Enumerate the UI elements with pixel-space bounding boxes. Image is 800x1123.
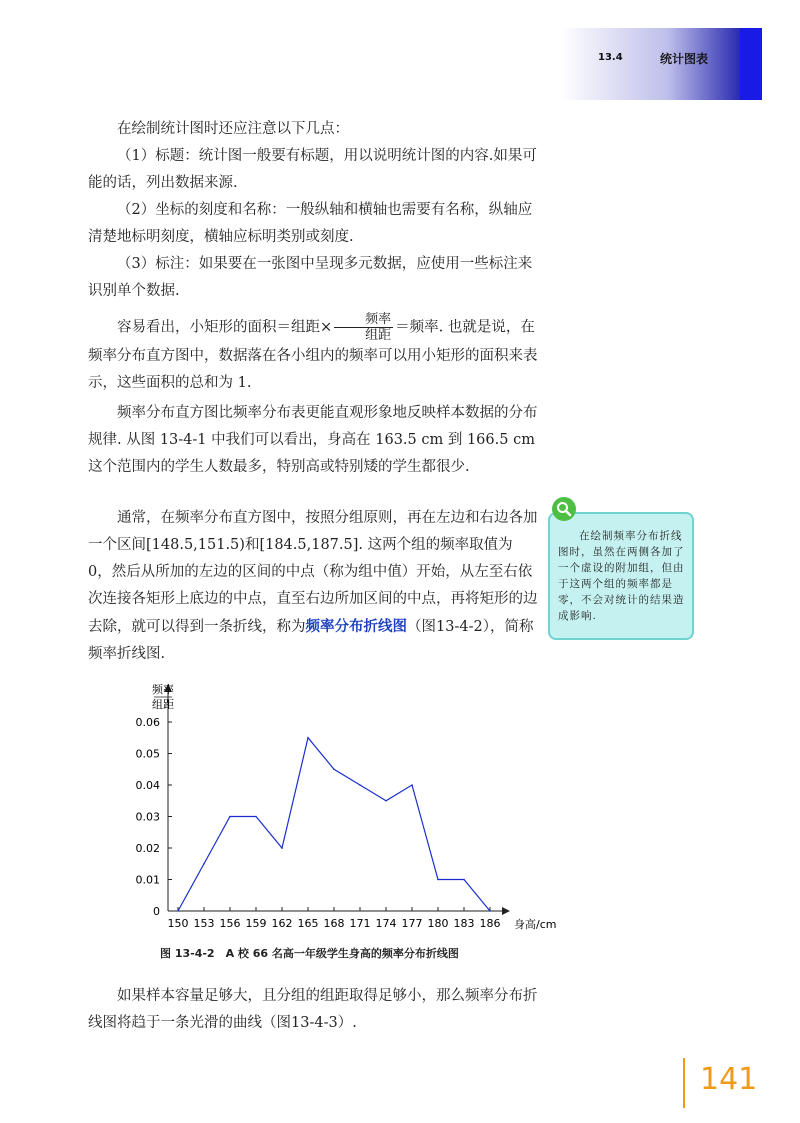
paragraph-point-2: （2）坐标的刻度和名称：一般纵轴和横轴也需要有名称，纵轴应清楚地标明刻度，横轴应标明类别或刻度. (88, 202, 533, 245)
frequency-polyline (178, 738, 490, 911)
x-tick-label: 174 (375, 917, 397, 930)
key-term: 频率分布折线图 (305, 618, 407, 635)
paragraph-point-3: （3）标注：如果要在一张图中呈现多元数据，应使用一些标注来识别单个数据. (88, 256, 533, 299)
x-tick-label: 159 (245, 917, 267, 930)
y-tick-label: 0.03 (135, 810, 160, 824)
figure-caption: 图 13-4-2 A 校 66 名高一年级学生身高的频率分布折线图 (160, 947, 459, 960)
x-axis-arrow (502, 907, 510, 915)
paragraph-polyline-part-1: 通常，在频率分布直方图中，按照分组原则，再在左边和右边各加一个区间[148.5,151.5)和[184.5,187.5]. 这两个组的频率取值为 0，然后从所加的左边的区间的中点（称为组中值）开始，从左至右依次连接各矩形上底边的中点，直至右边所加区间的中点，再将矩形的边去除，就可以得到一条折线，称为 (88, 510, 538, 635)
x-axis-label: 身高/cm (514, 918, 557, 931)
y-tick-label: 0.02 (135, 842, 160, 855)
section-title: 统计图表 (660, 52, 709, 66)
data-point (463, 879, 465, 881)
data-point (307, 737, 309, 739)
paragraph-intro: 在绘制统计图时还应注意以下几点： (117, 121, 349, 137)
chart-axes (164, 684, 510, 915)
y-axis-label-top: 频率 (152, 683, 174, 696)
x-tick-label: 186 (479, 917, 501, 930)
paragraph-histogram: 频率分布直方图比频率分布表更能直观形象地反映样本数据的分布规律. 从图 13-4-1 中我们可以看出，身高在 163.5 cm 到 166.5 cm 这个范围内的学生人数最多，特别高或特别矮的学生都很少. (88, 405, 538, 475)
paragraph-point-1: （1）标题：统计图一般要有标题，用以说明统计图的内容.如果可能的话，列出数据来源. (88, 148, 537, 191)
paragraph-area-part-2: ＝频率. 也就是说，在频率分布直方图中，数据落在各小组内的频率可以用小矩形的面积来表示，这些面积的总和为 1. (88, 319, 538, 391)
y-tick-label: 0.04 (135, 779, 160, 792)
y-tick-label: 0.05 (135, 747, 160, 761)
x-tick-label: 168 (323, 917, 345, 930)
y-tick-label: 0.06 (135, 716, 160, 729)
fraction-numerator: 频率 (334, 312, 393, 328)
section-number: 13.4 (598, 52, 623, 63)
data-point (281, 847, 283, 849)
side-note-text: 在绘制频率分布折线图时，虽然在两侧各加了一个虚设的附加组，但由于这两个组的频率都是零，不会对统计的结果造成影响. (558, 530, 685, 622)
x-ticks (168, 907, 501, 930)
data-point (333, 768, 335, 770)
x-tick-label: 180 (427, 917, 449, 930)
paragraph-smooth-curve: 如果样本容量足够大，且分组的组距取得足够小，那么频率分布折线图将趋于一条光滑的曲线（图13-4-3）. (88, 988, 538, 1031)
x-tick-label: 165 (297, 917, 319, 930)
data-point (359, 784, 361, 786)
y-tick-label: 0 (153, 905, 160, 918)
page-number: 141 (700, 1062, 758, 1097)
y-ticks (136, 716, 173, 918)
series (177, 737, 491, 912)
x-tick-label: 162 (271, 917, 293, 930)
x-tick-label: 177 (401, 917, 423, 930)
paragraph-polyline-part-2: （图13-4-2），简称频率折线图. (88, 619, 534, 662)
data-point (437, 879, 439, 881)
paragraph-area-part-1: 容易看出，小矩形的面积＝组距× (117, 319, 333, 336)
data-point (411, 784, 413, 786)
y-tick-label: 0.01 (135, 873, 160, 887)
y-axis-label-bottom: 组距 (152, 698, 174, 711)
x-tick-label: 156 (219, 917, 241, 930)
x-tick-label: 150 (167, 917, 189, 930)
data-point (255, 816, 257, 818)
data-point (385, 800, 387, 802)
data-point (489, 910, 491, 912)
x-tick-label: 171 (349, 917, 371, 930)
page-number-rule (683, 1058, 685, 1108)
x-tick-label: 183 (453, 917, 475, 930)
data-point (177, 910, 179, 912)
data-point (203, 863, 205, 865)
data-point (229, 816, 231, 818)
fraction-denominator: 组距 (365, 328, 392, 343)
x-tick-label: 153 (193, 917, 215, 930)
